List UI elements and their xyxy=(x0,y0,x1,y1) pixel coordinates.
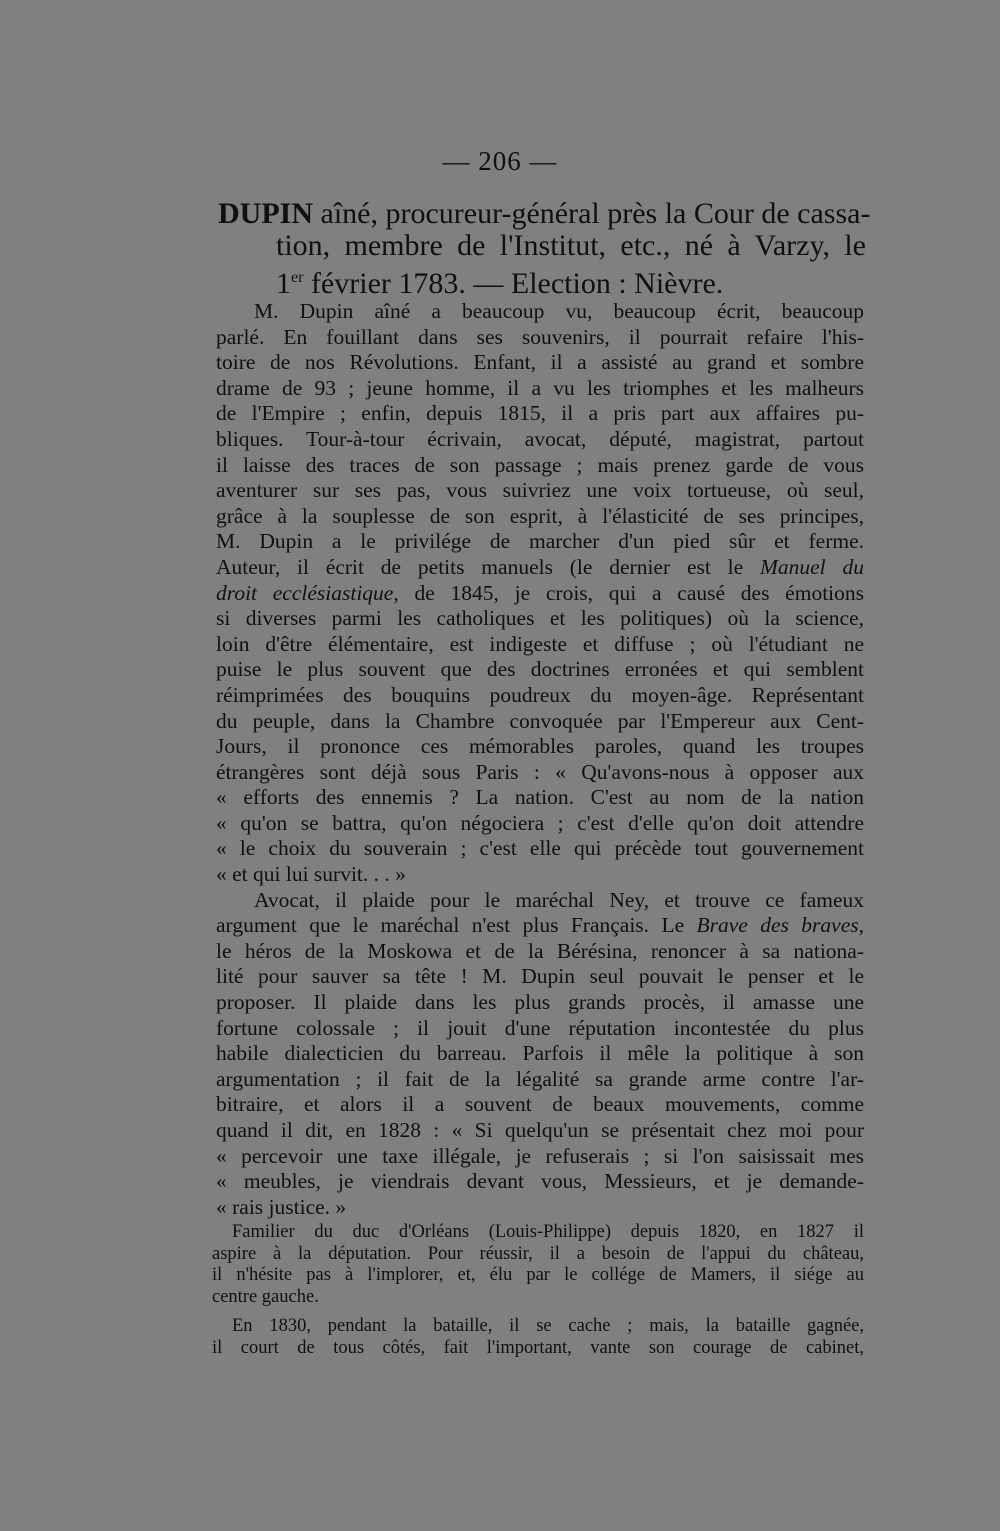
body-line: lité pour sauver sa tête ! M. Dupin seul pouvait le penser et le xyxy=(216,964,864,989)
body-line: Avocat, il plaide pour le maréchal Ney, et trouve ce fameux xyxy=(254,887,864,912)
small-line: il n'hésite pas à l'implorer, et, élu par le collége de Mamers, il siége au xyxy=(212,1265,864,1286)
heading-day-sup: er xyxy=(291,269,304,286)
body-line: habile dialecticien du barreau. Parfois il mêle la politique à son xyxy=(216,1041,864,1066)
body-line: loin d'être élémentaire, est indigeste et diffuse ; où l'étudiant ne xyxy=(216,631,864,656)
body-line-text: , de 1845, je crois, qui a causé des émotions xyxy=(393,580,865,605)
entry-heading xyxy=(218,197,871,300)
body-line: étrangères sont déjà sous Paris : « Qu'avons-nous à opposer aux xyxy=(216,759,864,784)
body-line: réimprimées des bouquins poudreux du moyen-âge. Représentant xyxy=(216,682,864,707)
body-line: aventurer sur ses pas, vous suivriez une voix tortueuse, où seul, xyxy=(216,478,864,503)
body-line: « efforts des ennemis ? La nation. C'est au nom de la nation xyxy=(216,785,864,810)
body-line: bliques. Tour-à-tour écrivain, avocat, député, magistrat, partout xyxy=(216,426,864,451)
body-line: « meubles, je viendrais devant vous, Messieurs, et je demande- xyxy=(216,1169,864,1194)
body-line: argumentation ; il fait de la légalité sa grande arme contre l'ar- xyxy=(216,1066,864,1091)
body-line: M. Dupin aîné a beaucoup vu, beaucoup écrit, beaucoup xyxy=(254,299,864,323)
body-line: grâce à la souplesse de son esprit, à l'élasticité de ses principes, xyxy=(216,503,864,528)
small-line: il court de tous côtés, fait l'important, vante son courage de cabinet, xyxy=(212,1337,864,1358)
small-print-text xyxy=(212,1222,864,1360)
body-line: Jours, il prononce ces mémorables paroles, quand les troupes xyxy=(216,734,864,759)
body-line: « percevoir une taxe illégale, je refuserais ; si l'on saisissait mes xyxy=(216,1143,864,1168)
body-line: il laisse des traces de son passage ; mais prenez garde de vous xyxy=(216,452,864,477)
quote-italic: Brave des braves xyxy=(696,913,859,938)
body-line: parlé. En fouillant dans ses souvenirs, il pourrait refaire l'his- xyxy=(216,324,864,349)
heading-day: 1 xyxy=(276,267,291,300)
body-line: toire de nos Révolutions. Enfant, il a assisté au grand et sombre xyxy=(216,350,864,375)
body-line: quand il dit, en 1828 : « Si quelqu'un se présentait chez moi pour xyxy=(216,1118,864,1142)
heading-line-1-text: aîné, procureur-général près la Cour de cassa- xyxy=(313,197,871,230)
paragraph-gap xyxy=(212,1308,864,1316)
page-number: — 206 — xyxy=(442,146,558,176)
body-line-text: Auteur, il écrit de petits manuels (le dernier est le xyxy=(216,554,760,579)
body-line: M. Dupin a le privilége de marcher d'un pied sûr et ferme. xyxy=(216,529,864,554)
small-line: En 1830, pendant la bataille, il se cache ; mais, la bataille gagnée, xyxy=(232,1316,864,1337)
heading-line-2: tion, membre de l'Institut, etc., né à Varzy, le xyxy=(276,229,866,262)
body-line-text: , xyxy=(858,913,864,938)
book-title-italic: droit ecclésiastique xyxy=(216,580,394,605)
body-line xyxy=(216,913,864,939)
body-line xyxy=(216,555,864,581)
body-line: bitraire, et alors il a souvent de beaux mouvements, comme xyxy=(216,1092,864,1117)
body-line: proposer. Il plaide dans les plus grands procès, il amasse une xyxy=(216,990,864,1015)
book-title-italic: Manuel du xyxy=(759,554,864,579)
small-line: Familier du duc d'Orléans (Louis-Philippe) depuis 1820, en 1827 il xyxy=(232,1222,864,1242)
body-line: de l'Empire ; enfin, depuis 1815, il a pris part aux affaires pu- xyxy=(216,401,864,426)
heading-name: DUPIN xyxy=(218,197,313,230)
body-line: « qu'on se battra, qu'on négociera ; c'est d'elle qu'on doit attendre xyxy=(216,810,864,835)
body-line-text: argument que le maréchal n'est plus Français. Le xyxy=(216,913,697,938)
body-line: fortune colossale ; il jouit d'une réputation incontestée du plus xyxy=(216,1015,864,1040)
small-line: centre gauche. xyxy=(212,1286,319,1307)
body-line: si diverses parmi les catholiques et les politiques) où la science, xyxy=(216,606,864,631)
heading-line-3 xyxy=(218,262,866,300)
body-line: drame de 93 ; jeune homme, il a vu les triomphes et les malheurs xyxy=(216,375,864,400)
heading-line-3-text: février 1783. — Election : Nièvre. xyxy=(303,267,724,300)
body-line: puise le plus souvent que des doctrines erronées et qui semblent xyxy=(216,657,864,682)
body-line: « le choix du souverain ; c'est elle qui précède tout gouvernement xyxy=(216,836,864,861)
body-line: « rais justice. » xyxy=(216,1194,347,1219)
body-line: le héros de la Moskowa et de la Bérésina, renoncer à sa nationa- xyxy=(216,938,864,963)
small-line: aspire à la députation. Pour réussir, il a besoin de l'appui du château, xyxy=(212,1243,864,1264)
body-line xyxy=(216,581,864,607)
body-line: du peuple, dans la Chambre convoquée par l'Empereur aux Cent- xyxy=(216,708,864,733)
body-line: « et qui lui survit. . . » xyxy=(216,862,406,887)
heading-line-1 xyxy=(218,197,871,230)
body-text xyxy=(216,299,864,1220)
